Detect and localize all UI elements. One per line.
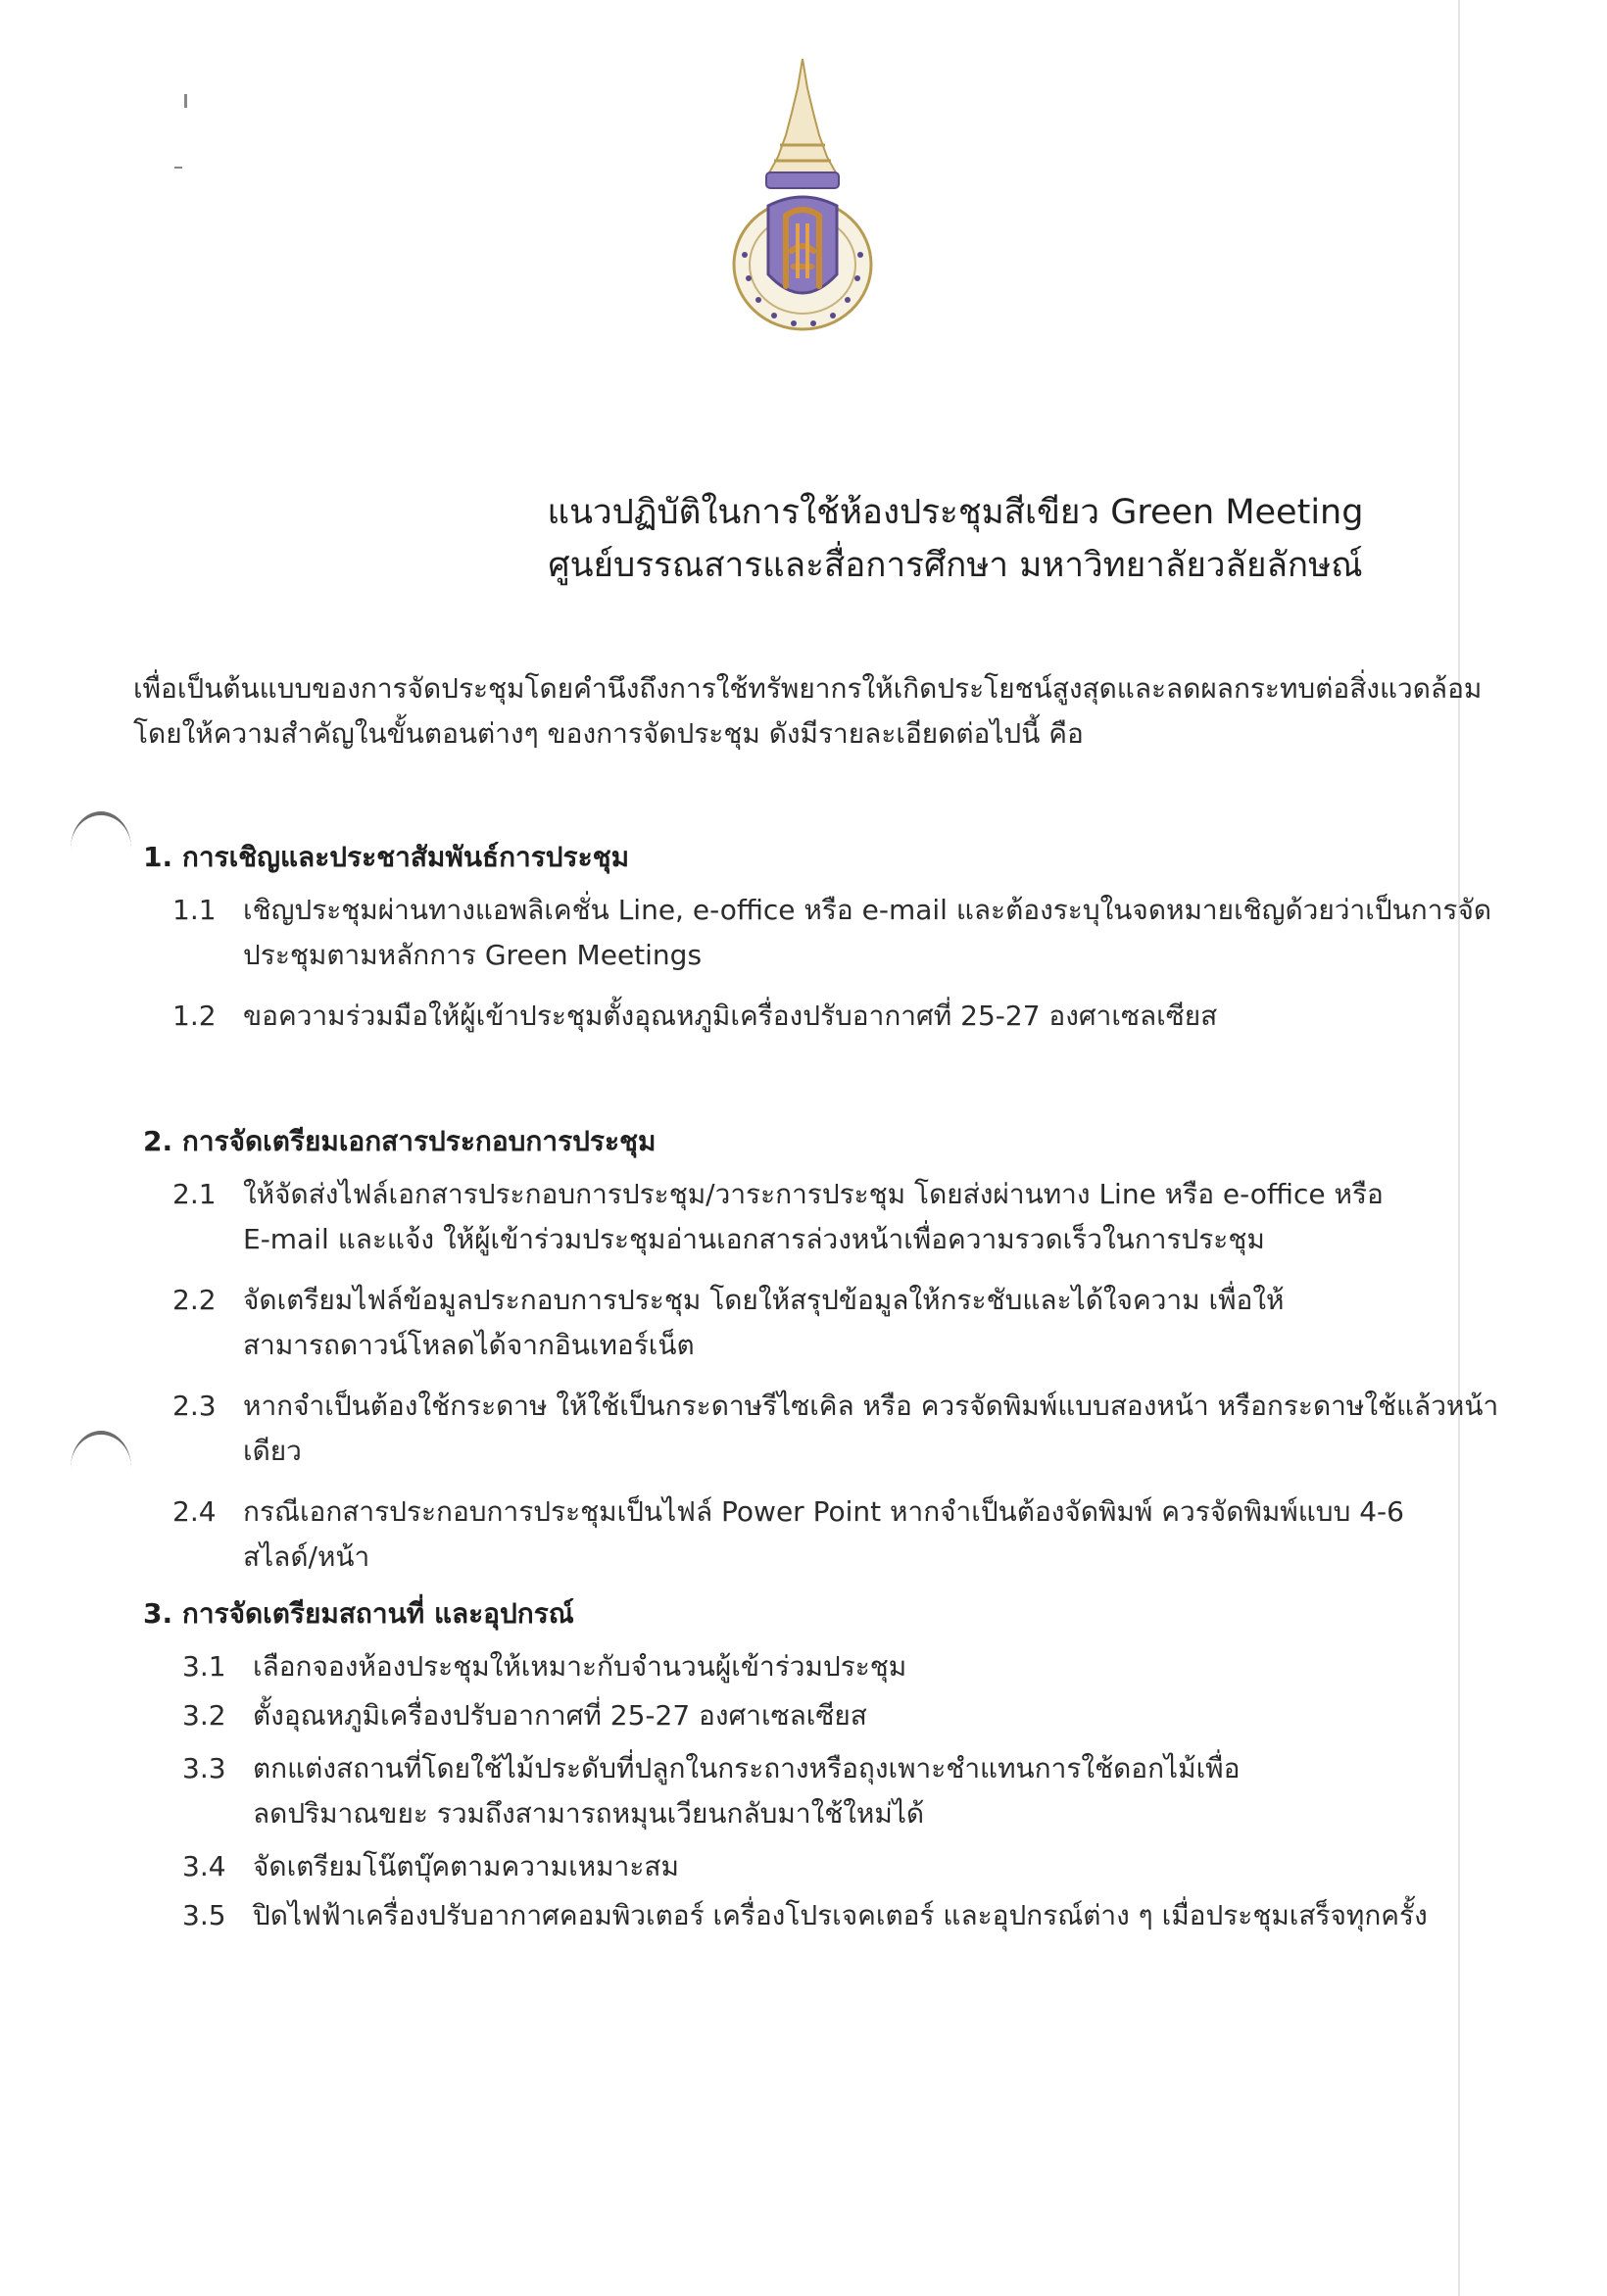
item-number: 3.3 — [182, 1752, 226, 1784]
item-number: 2.4 — [172, 1495, 217, 1528]
list-item — [172, 1172, 1534, 1262]
list-item — [182, 1644, 1534, 1689]
section-heading: 3. การจัดเตรียมสถานที่ และอุปกรณ์ — [143, 1597, 574, 1630]
university-seal-icon — [729, 59, 876, 333]
section-invitation — [143, 835, 1534, 1054]
item-text: จัดเตรียมไฟล์ข้อมูลประกอบการประชุม โดยให้สรุปข้อมูลให้กระชับและได้ใจความ เพื่อให้สามารถดาวน์โหลดได้จากอินเทอร์เน็ต — [243, 1284, 1285, 1361]
punch-hole-top — [71, 811, 131, 849]
document-title — [0, 486, 1607, 592]
item-number: 2.1 — [172, 1178, 217, 1210]
list-item — [182, 1893, 1534, 1938]
item-number: 3.1 — [182, 1650, 226, 1683]
item-text: ให้จัดส่งไฟล์เอกสารประกอบการประชุม/วาระการประชุม โดยส่งผ่านทาง Line หรือ e-office หรือ E-mail และแจ้ง ให้ผู้เข้าร่วมประชุมอ่านเอกสารล่วงหน้าเพื่อความรวดเร็วในการประชุม — [243, 1178, 1384, 1255]
intro-line-2: โดยให้ความสำคัญในขั้นตอนต่างๆ ของการจัดประชุม ดังมีรายละเอียดต่อไปนี้ คือ — [133, 717, 1084, 750]
item-text: ปิดไฟฟ้าเครื่องปรับอากาศคอมพิวเตอร์ เครื่องโปรเจคเตอร์ และอุปกรณ์ต่าง ๆ เมื่อประชุมเสร็จทุกครั้ง — [253, 1899, 1428, 1931]
item-text: เลือกจองห้องประชุมให้เหมาะกับจำนวนผู้เข้าร่วมประชุม — [253, 1650, 907, 1683]
list-item — [182, 1693, 1534, 1738]
item-text: กรณีเอกสารประกอบการประชุมเป็นไฟล์ Power Point หากจำเป็นต้องจัดพิมพ์ ควรจัดพิมพ์แบบ 4-6 สไลด์/หน้า — [243, 1495, 1404, 1573]
item-text: ขอความร่วมมือให้ผู้เข้าประชุมตั้งอุณหภูมิเครื่องปรับอากาศที่ 25-27 องศาเซลเซียส — [243, 1000, 1218, 1032]
scan-speck — [174, 167, 182, 169]
section-documents — [143, 1119, 1534, 1595]
item-number: 3.4 — [182, 1850, 226, 1882]
punch-hole-bottom — [71, 1431, 131, 1468]
intro-line-1: เพื่อเป็นต้นแบบของการจัดประชุมโดยคำนึงถึงการใช้ทรัพยากรให้เกิดประโยชน์สูงสุดและลดผลกระทบต่อสิ่งแวดล้อม — [133, 672, 1483, 705]
list-item — [172, 1490, 1534, 1580]
item-number: 3.2 — [182, 1699, 226, 1732]
item-text: ตั้งอุณหภูมิเครื่องปรับอากาศที่ 25-27 องศาเซลเซียส — [253, 1699, 867, 1732]
list-item — [182, 1844, 1534, 1889]
title-line-2: ศูนย์บรรณสารและสื่อการศึกษา มหาวิทยาลัยวลัยลักษณ์ — [548, 546, 1363, 585]
item-number: 1.2 — [172, 1000, 217, 1032]
list-item — [172, 888, 1534, 978]
title-line-1: แนวปฏิบัติในการใช้ห้องประชุมสีเขียว Green Meeting — [547, 493, 1364, 532]
list-item — [172, 1384, 1534, 1474]
intro-paragraph — [133, 666, 1485, 757]
list-item — [172, 994, 1534, 1039]
item-text: เชิญประชุมผ่านทางแอพลิเคชั่น Line, e-office หรือ e-mail และต้องระบุในจดหมายเชิญด้วยว่าเป็นการจัดประชุมตามหลักการ Green Meetings — [243, 894, 1492, 971]
list-item — [172, 1278, 1534, 1368]
item-number: 2.2 — [172, 1284, 217, 1316]
scan-speck — [184, 94, 187, 108]
item-number: 1.1 — [172, 894, 217, 926]
section-venue — [143, 1591, 1534, 1954]
item-text: จัดเตรียมโน๊ตบุ๊คตามความเหมาะสม — [253, 1850, 679, 1882]
section-heading: 1. การเชิญและประชาสัมพันธ์การประชุม — [143, 841, 630, 873]
item-text: หากจำเป็นต้องใช้กระดาษ ให้ใช้เป็นกระดาษรีไซเคิล หรือ ควรจัดพิมพ์แบบสองหน้า หรือกระดาษใช้แล้วหน้าเดียว — [243, 1390, 1499, 1467]
list-item — [182, 1746, 1534, 1836]
item-number: 3.5 — [182, 1899, 226, 1931]
item-text: ตกแต่งสถานที่โดยใช้ไม้ประดับที่ปลูกในกระถางหรือถุงเพาะชำแทนการใช้ดอกไม้เพื่อลดปริมาณขยะ รวมถึงสามารถหมุนเวียนกลับมาใช้ใหม่ได้ — [253, 1752, 1241, 1830]
section-heading: 2. การจัดเตรียมเอกสารประกอบการประชุม — [143, 1125, 657, 1157]
item-number: 2.3 — [172, 1390, 217, 1422]
